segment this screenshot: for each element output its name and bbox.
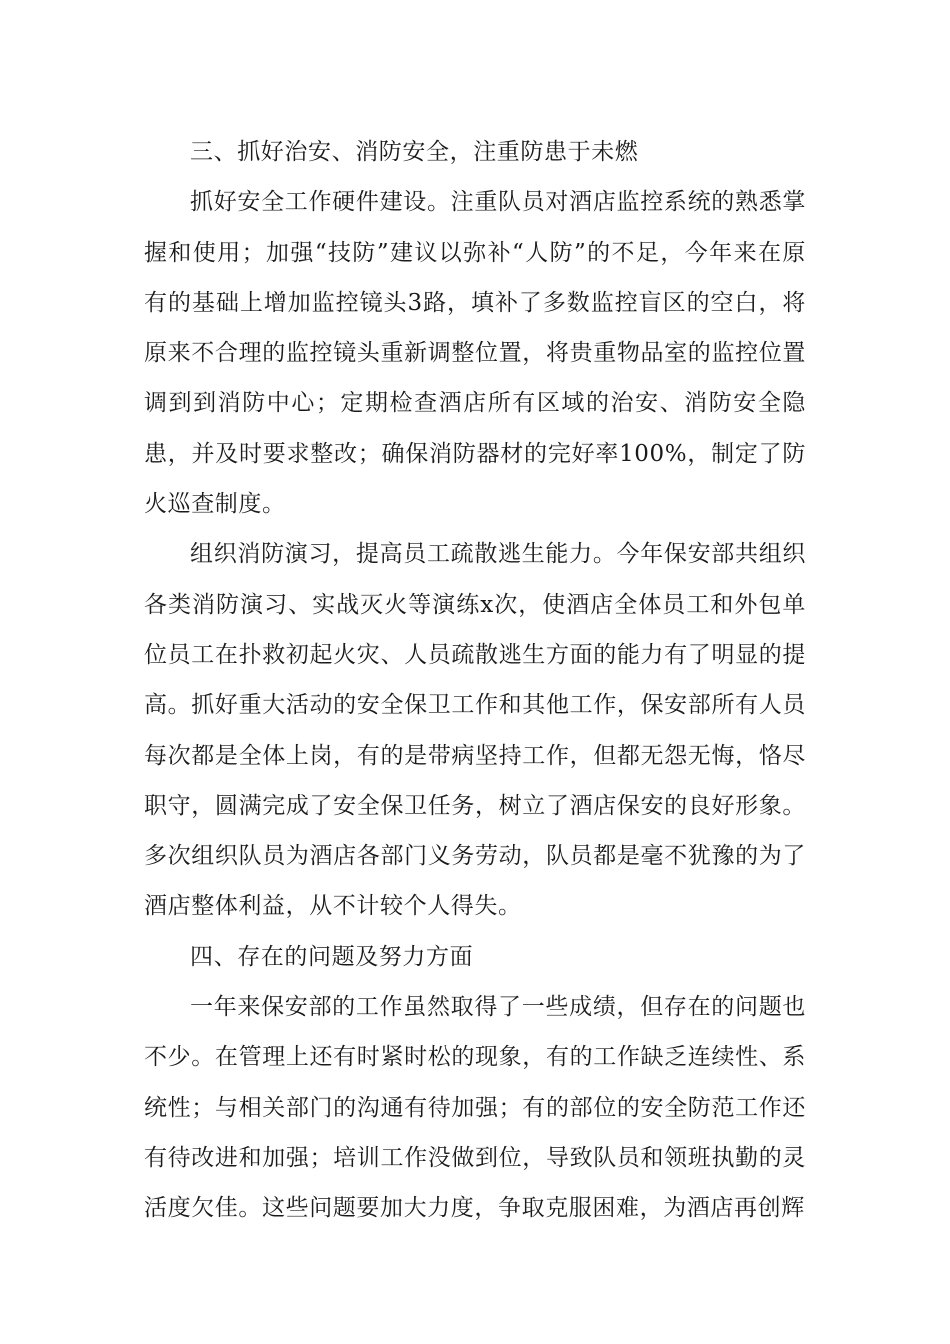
section-heading-3: 三、抓好治安、消防安全，注重防患于未燃 (190, 139, 639, 165)
body-paragraph: 组织消防演习，提高员工疏散逃生能力。今年保安部共组织各类消防演习、实战灭火等演练x次，使酒店全体员工和外包单位员工在扑救初起火灾、人员疏散逃生方面的能力有了明显的提高。抓好重大活动的安全保卫工作和其他工作，保安部所有人员每次都是全体上岗，有的是带病坚持工作，但都无怨无悔，恪尽职守，圆满完成了安全保卫任务，树立了酒店保安的良好形象。多次组织队员为酒店各部门义务劳动，队员都是毫不犹豫的为了酒店整体利益，从不计较个人得失。 (144, 541, 806, 920)
body-paragraph: 抓好安全工作硬件建设。注重队员对酒店监控系统的熟悉掌握和使用；加强“技防”建议以弥补“人防”的不足，今年来在原有的基础上增加监控镜头3路，填补了多数监控盲区的空白，将原来不合理的监控镜头重新调整位置，将贵重物品室的监控位置调到到消防中心；定期检查酒店所有区域的治安、消防安全隐患，并及时要求整改；确保消防器材的完好率100%，制定了防火巡查制度。 (144, 189, 806, 518)
document-body (144, 127, 806, 1234)
section-heading-4: 四、存在的问题及努力方面 (190, 943, 474, 970)
body-paragraph: 一年来保安部的工作虽然取得了一些成绩，但存在的问题也不少。在管理上还有时紧时松的现象，有的工作缺乏连续性、系统性；与相关部门的沟通有待加强；有的部位的安全防范工作还有待改进和加强；培训工作没做到位，导致队员和领班执勤的灵活度欠佳。这些问题要加大力度，争取克服困难，为酒店再创辉 (144, 994, 806, 1222)
